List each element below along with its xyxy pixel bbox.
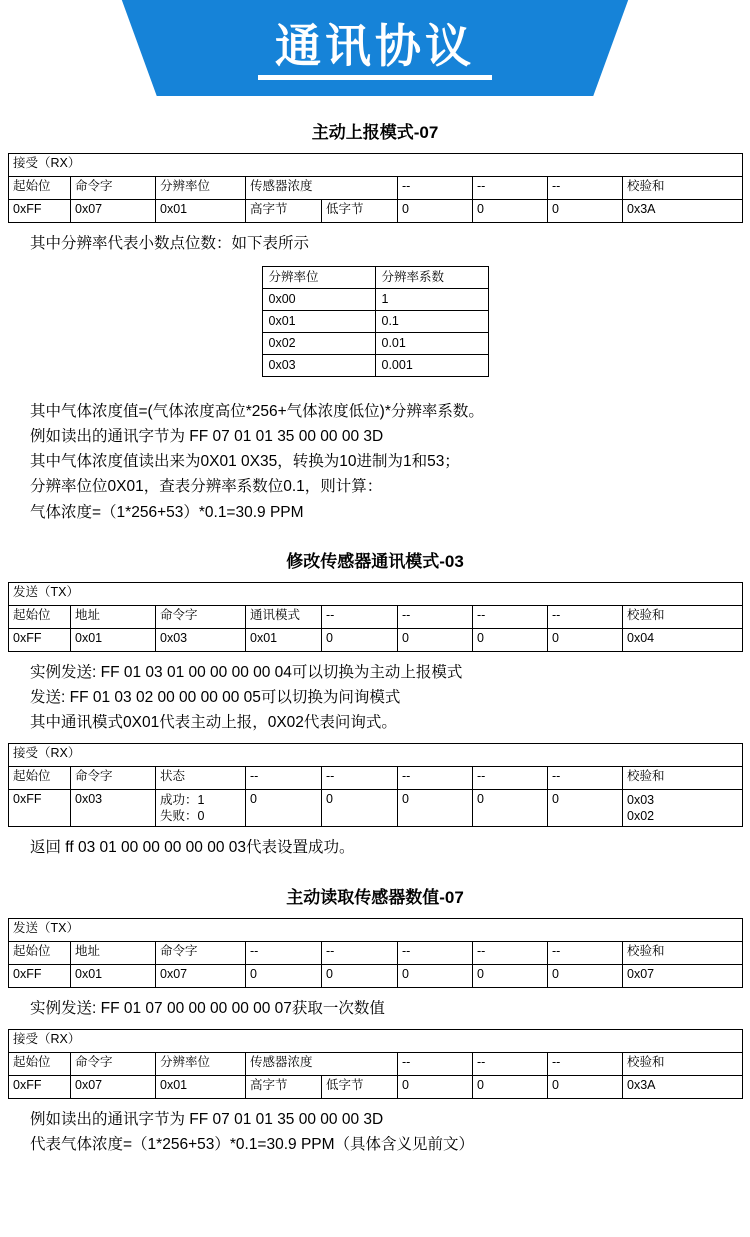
col-header: 校验和 xyxy=(623,605,743,628)
col-header: 命令字 xyxy=(71,177,156,200)
col-header: 地址 xyxy=(71,605,156,628)
table-header-cell: 发送（TX） xyxy=(9,918,743,941)
status-success: 成功：1 xyxy=(160,792,205,807)
col-header: -- xyxy=(548,941,623,964)
col-header: -- xyxy=(473,941,548,964)
section1-rx-table-wrap xyxy=(8,153,742,223)
table-cell: 0x07 xyxy=(71,1075,156,1098)
table-header-cell: 发送（TX） xyxy=(9,582,743,605)
table-header-cell: 接受（RX） xyxy=(9,1029,743,1052)
col-header: 校验和 xyxy=(623,941,743,964)
paragraph: 气体浓度=（1*256+53）*0.1=30.9 PPM xyxy=(30,503,304,521)
section2-paragraphs xyxy=(8,660,742,735)
table-row xyxy=(9,789,743,827)
col-header: -- xyxy=(548,766,623,789)
table-cell: 0x07 xyxy=(156,964,246,987)
table-cell: 0 xyxy=(322,628,398,651)
section3-tx-note-block xyxy=(8,996,742,1021)
col-header: -- xyxy=(473,177,548,200)
table-cell: 0x04 xyxy=(623,628,743,651)
table-cell: 0x01 xyxy=(156,200,246,223)
section2-rx-table xyxy=(8,743,743,828)
col-header: -- xyxy=(398,177,473,200)
col-header: 状态 xyxy=(156,766,246,789)
table-cell: 0.01 xyxy=(375,333,488,355)
table-row xyxy=(9,605,743,628)
col-header: 校验和 xyxy=(623,1052,743,1075)
table-cell: 0 xyxy=(473,964,548,987)
table-row xyxy=(262,267,488,289)
section1-rx-table xyxy=(8,153,743,223)
col-header: -- xyxy=(246,766,322,789)
table-cell: 0x00 xyxy=(262,289,375,311)
table-row xyxy=(9,1029,743,1052)
section1-note: 其中分辨率代表小数点位数：如下表所示 xyxy=(30,235,310,252)
table-cell: 0 xyxy=(398,628,473,651)
table-cell: 1 xyxy=(375,289,488,311)
col-header: 传感器浓度 xyxy=(246,177,398,200)
table-cell: 0 xyxy=(322,964,398,987)
table-cell: 0 xyxy=(473,1075,548,1098)
table-row xyxy=(9,154,743,177)
section1-note-block xyxy=(8,231,742,256)
col-header: 命令字 xyxy=(156,941,246,964)
table-cell: 0 xyxy=(473,789,548,827)
table-row xyxy=(9,766,743,789)
table-cell-checksum xyxy=(623,789,743,827)
page-banner xyxy=(0,0,750,96)
table-row xyxy=(9,1052,743,1075)
table-cell: 高字节 xyxy=(246,200,322,223)
table-cell: 0xFF xyxy=(9,628,71,651)
col-header: 分辨率系数 xyxy=(375,267,488,289)
table-cell: 0 xyxy=(322,789,398,827)
paragraph: 其中气体浓度值=(气体浓度高位*256+气体浓度低位)*分辨率系数。 xyxy=(30,403,484,421)
col-header: 命令字 xyxy=(71,766,156,789)
table-cell: 低字节 xyxy=(322,200,398,223)
table-cell: 0x01 xyxy=(156,1075,246,1098)
document-content xyxy=(0,118,750,1157)
col-header: -- xyxy=(548,605,623,628)
section-title-2: 修改传感器通讯模式-03 xyxy=(286,551,464,571)
col-header: -- xyxy=(548,1052,623,1075)
table-cell: 0 xyxy=(548,628,623,651)
col-header: 分辨率位 xyxy=(156,1052,246,1075)
paragraph: 其中气体浓度值读出来为0X01 0X35，转换为10进制为1和53； xyxy=(30,453,460,471)
section3-rx-table xyxy=(8,1029,743,1099)
table-cell: 0 xyxy=(398,200,473,223)
table-cell: 0 xyxy=(398,1075,473,1098)
col-header: -- xyxy=(398,605,473,628)
col-header: -- xyxy=(473,1052,548,1075)
table-header-cell: 接受（RX） xyxy=(9,743,743,766)
table-header-cell: 接受（RX） xyxy=(9,154,743,177)
table-cell: 0 xyxy=(473,628,548,651)
table-cell: 0x07 xyxy=(71,200,156,223)
section2-footer: 返回 ff 03 01 00 00 00 00 00 03代表设置成功。 xyxy=(30,839,355,857)
table-row xyxy=(262,289,488,311)
table-cell: 0.001 xyxy=(375,355,488,377)
col-header: 校验和 xyxy=(623,177,743,200)
table-row xyxy=(9,964,743,987)
col-header: -- xyxy=(473,766,548,789)
table-row xyxy=(9,918,743,941)
table-row xyxy=(9,200,743,223)
paragraph: 例如读出的通讯字节为 FF 07 01 01 35 00 00 00 3D xyxy=(30,1110,384,1128)
col-header: 校验和 xyxy=(623,766,743,789)
col-header: 命令字 xyxy=(156,605,246,628)
table-cell: 0.1 xyxy=(375,311,488,333)
col-header: 起始位 xyxy=(9,605,71,628)
col-header: 地址 xyxy=(71,941,156,964)
table-cell: 0 xyxy=(398,964,473,987)
col-header: 起始位 xyxy=(9,177,71,200)
table-cell: 低字节 xyxy=(322,1075,398,1098)
checksum-success: 0x03 xyxy=(627,792,655,807)
section3-paragraphs xyxy=(8,1107,742,1157)
paragraph: 发送: FF 01 03 02 00 00 00 00 05可以切换为问询模式 xyxy=(30,688,401,706)
col-header: -- xyxy=(322,766,398,789)
col-header: -- xyxy=(322,605,398,628)
col-header: -- xyxy=(322,941,398,964)
table-cell: 0x3A xyxy=(623,1075,743,1098)
section-title-3: 主动读取传感器数值-07 xyxy=(286,887,464,907)
table-row xyxy=(262,311,488,333)
table-cell: 0 xyxy=(548,789,623,827)
table-cell: 0xFF xyxy=(9,200,71,223)
col-header: -- xyxy=(548,177,623,200)
table-row xyxy=(9,941,743,964)
col-header: 起始位 xyxy=(9,766,71,789)
col-header: 起始位 xyxy=(9,941,71,964)
col-header: -- xyxy=(473,605,548,628)
section2-footer-block xyxy=(8,835,742,860)
col-header: 分辨率位 xyxy=(262,267,375,289)
paragraph: 代表气体浓度=（1*256+53）*0.1=30.9 PPM（具体含义见前文） xyxy=(30,1135,475,1153)
table-row xyxy=(262,333,488,355)
table-cell: 0 xyxy=(473,200,548,223)
table-cell: 0xFF xyxy=(9,1075,71,1098)
table-cell: 0x07 xyxy=(623,964,743,987)
paragraph: 例如读出的通讯字节为 FF 07 01 01 35 00 00 00 3D xyxy=(30,428,384,446)
table-row xyxy=(9,628,743,651)
col-header: -- xyxy=(398,941,473,964)
banner-underline xyxy=(258,75,492,80)
col-header: -- xyxy=(246,941,322,964)
section3-tx-table xyxy=(8,918,743,988)
col-header: 起始位 xyxy=(9,1052,71,1075)
col-header: -- xyxy=(398,766,473,789)
col-header: 通讯模式 xyxy=(246,605,322,628)
section-title-1: 主动上报模式-07 xyxy=(311,123,439,142)
table-row xyxy=(262,355,488,377)
table-cell-status xyxy=(156,789,246,827)
table-cell: 0x3A xyxy=(623,200,743,223)
col-header: 命令字 xyxy=(71,1052,156,1075)
table-row xyxy=(9,743,743,766)
table-cell: 0x02 xyxy=(262,333,375,355)
table-cell: 0 xyxy=(398,789,473,827)
table-cell: 0 xyxy=(548,1075,623,1098)
table-cell: 0x01 xyxy=(246,628,322,651)
table-cell: 0 xyxy=(548,200,623,223)
section1-paragraphs xyxy=(8,399,742,525)
table-cell: 0x03 xyxy=(156,628,246,651)
paragraph: 其中通讯模式0X01代表主动上报，0X02代表问询式。 xyxy=(30,713,397,731)
checksum-fail: 0x02 xyxy=(627,809,655,824)
resolution-table xyxy=(262,266,489,377)
col-header: 传感器浓度 xyxy=(246,1052,398,1075)
paragraph: 分辨率位位0X01，查表分辨率系数位0.1，则计算： xyxy=(30,478,383,496)
section2-tx-table xyxy=(8,582,743,652)
status-fail: 失败：0 xyxy=(160,809,205,824)
table-cell: 0 xyxy=(548,964,623,987)
page-title: 通讯协议 xyxy=(275,20,475,72)
table-cell: 0x03 xyxy=(262,355,375,377)
table-cell: 0x01 xyxy=(71,628,156,651)
col-header: 分辨率位 xyxy=(156,177,246,200)
table-cell: 0xFF xyxy=(9,789,71,827)
table-cell: 0 xyxy=(246,789,322,827)
table-row xyxy=(9,582,743,605)
col-header: -- xyxy=(398,1052,473,1075)
table-cell: 0x01 xyxy=(262,311,375,333)
table-row xyxy=(9,177,743,200)
paragraph: 实例发送: FF 01 03 01 00 00 00 00 04可以切换为主动上报模式 xyxy=(30,663,463,681)
table-cell: 0 xyxy=(246,964,322,987)
table-cell: 高字节 xyxy=(246,1075,322,1098)
table-cell: 0xFF xyxy=(9,964,71,987)
table-row xyxy=(9,1075,743,1098)
table-cell: 0x01 xyxy=(71,964,156,987)
section3-tx-note: 实例发送: FF 01 07 00 00 00 00 00 07获取一次数值 xyxy=(30,999,385,1017)
table-cell: 0x03 xyxy=(71,789,156,827)
